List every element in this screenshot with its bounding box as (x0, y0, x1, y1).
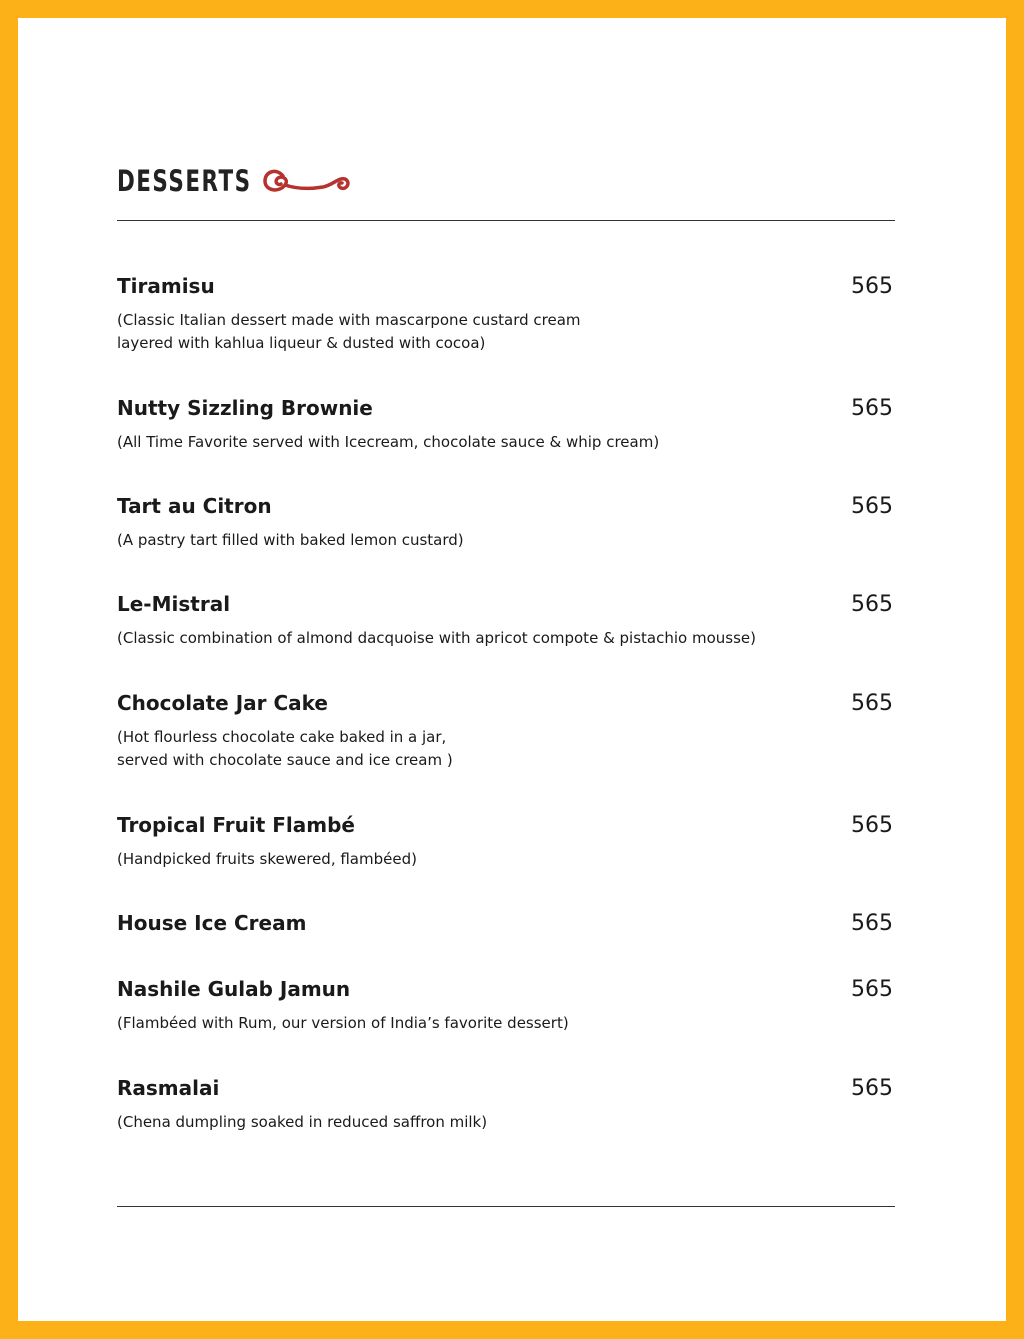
item-description: (A pastry tart filled with baked lemon custard) (117, 531, 464, 549)
section-heading (117, 156, 351, 206)
item-price: 565 (851, 691, 893, 716)
item-price: 565 (851, 494, 893, 519)
item-price: 565 (851, 977, 893, 1002)
item-description: (Classic Italian dessert made with mascarpone custard cream layered with kahlua liqueur & dusted with cocoa) (117, 311, 581, 352)
item-description: (All Time Favorite served with Icecream, chocolate sauce & whip cream) (117, 433, 660, 451)
item-name: Tart au Citron (117, 494, 272, 518)
item-price: 565 (851, 911, 893, 936)
swirl-icon (261, 163, 351, 199)
item-name: Nutty Sizzling Brownie (117, 396, 373, 420)
item-name: House Ice Cream (117, 911, 307, 935)
section-title: DESSERTS (117, 164, 252, 198)
item-description: (Chena dumpling soaked in reduced saffron milk) (117, 1113, 488, 1131)
item-price: 565 (851, 813, 893, 838)
top-divider (117, 220, 895, 221)
bottom-divider (117, 1206, 895, 1207)
item-name: Nashile Gulab Jamun (117, 977, 351, 1001)
item-name: Tropical Fruit Flambé (117, 813, 355, 837)
item-name: Chocolate Jar Cake (117, 691, 328, 715)
item-description: (Classic combination of almond dacquoise with apricot compote & pistachio mousse) (117, 629, 756, 647)
menu-page (18, 18, 1006, 1321)
item-price: 565 (851, 592, 893, 617)
item-price: 565 (851, 274, 893, 299)
item-name: Tiramisu (117, 274, 215, 298)
item-description: (Flambéed with Rum, our version of India’s favorite dessert) (117, 1014, 569, 1032)
item-name: Le-Mistral (117, 592, 231, 616)
item-name: Rasmalai (117, 1076, 220, 1100)
item-price: 565 (851, 396, 893, 421)
item-price: 565 (851, 1076, 893, 1101)
item-description: (Hot flourless chocolate cake baked in a jar, served with chocolate sauce and ice cream ) (117, 728, 453, 769)
item-description: (Handpicked fruits skewered, flambéed) (117, 850, 417, 868)
